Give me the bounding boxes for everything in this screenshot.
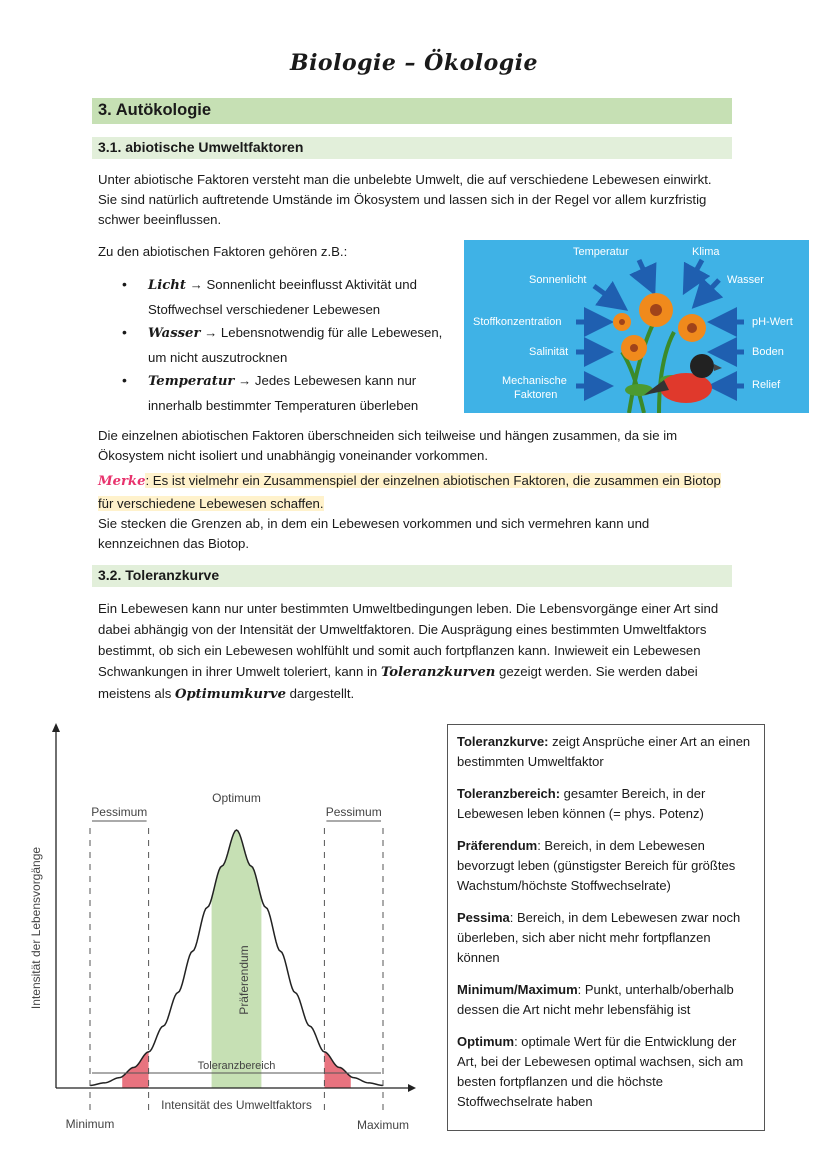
pessimum-left-area — [122, 1052, 148, 1088]
factor-label-wasser: Wasser — [727, 274, 764, 286]
optimum-label: Optimum — [212, 791, 261, 805]
flower-bird-icon — [613, 293, 722, 413]
bullet-text: → Sonnenlicht beeinflusst Aktivität und Stoffwechsel verschiedener Lebewesen — [148, 277, 417, 317]
bullet-text: → Lebensnotwendig für alle Lebewesen, um nicht auszutrocknen — [148, 325, 443, 365]
x-axis-label: Intensität des Umweltfaktors — [161, 1098, 312, 1112]
definition-term: Pessima — [457, 910, 510, 925]
factor-label-stoffkonzentration: Stoffkonzentration — [473, 316, 562, 328]
factor-label-mechanische: Mechanische — [502, 375, 567, 387]
factor-list — [120, 273, 460, 417]
x-axis-arrow — [408, 1084, 416, 1092]
definition-item — [457, 1032, 755, 1112]
definition-item — [457, 980, 755, 1020]
toleranz-text: gezeigt werden. Sie werden dabei meistens als — [98, 664, 698, 701]
toleranzbereich-label: Toleranzbereich — [197, 1060, 276, 1072]
bullet-term: Licht — [148, 278, 186, 293]
subsection-heading-abiotic: 3.1. abiotische Umweltfaktoren — [92, 137, 732, 159]
bullet-term: Wasser — [148, 326, 201, 341]
toleranz-text: dargestellt. — [286, 686, 355, 701]
bullet-term: Temperatur — [148, 374, 235, 389]
definition-term: Präferendum — [457, 838, 538, 853]
merke-note — [98, 470, 728, 515]
section-heading: 3. Autökologie — [92, 98, 732, 124]
definition-term: Toleranzkurve: — [457, 734, 549, 749]
tolerance-chart-svg — [28, 718, 428, 1138]
toleranz-text: Ein Lebewesen kann nur unter bestimmten Umweltbedingungen leben. Die Lebensvorgänge einer Art sind dabei abhängig von der Intensität der Umweltfaktoren. Die Ausprägung eines bestimmten Umweltfaktors bestimmt, ob sich ein Lebewesen wohlfühlt und somit auch fortpflanzen kann. Inwieweit ein Lebewesen Schwankungen in ihrer Umwelt toleriert, kann in — [98, 601, 719, 679]
y-axis-arrow — [52, 723, 60, 732]
intro-paragraph: Unter abiotische Faktoren versteht man die unbelebte Umwelt, die auf verschiedene Lebewesen einwirkt. Sie sind natürlich auftretende Umstände im Ökosystem und lassen sich in der Regel vor allem kurzfristig schwer beeinflussen. — [98, 172, 712, 227]
factor-label-relief: Relief — [752, 379, 781, 391]
definition-item — [457, 732, 755, 772]
definition-text: : Punkt, unterhalb/oberhalb dessen die Art nicht mehr lebensfähig ist — [457, 982, 734, 1017]
definitions-box — [447, 724, 765, 1131]
abiotic-factors-illustration — [464, 240, 809, 413]
merke-label: Merke — [98, 474, 146, 489]
definition-text: zeigt Ansprüche einer Art an einen bestimmten Umweltfaktor — [457, 734, 751, 769]
list-item: • Wasser → Lebensnotwendig für alle Lebewesen, um nicht auszutrocknen — [122, 324, 443, 365]
pessimum-left-label: Pessimum — [91, 805, 148, 819]
definition-text: : Bereich, in dem Lebewesen bevorzugt leben (günstigster Bereich für größtes Wachstum/höchste Stoffwechselrate) — [457, 838, 736, 893]
toleranz-term: Toleranzkurven — [380, 665, 496, 680]
page-title: Biologie – Ökologie — [289, 50, 539, 76]
definition-text: : Bereich, in dem Lebewesen zwar noch überleben, sich aber nicht mehr fortpflanzen können — [457, 910, 741, 965]
list-intro: Zu den abiotischen Faktoren gehören z.B.: — [98, 244, 348, 259]
list-item: • Licht → Sonnenlicht beeinflusst Aktivität und Stoffwechsel verschiedener Lebewesen — [122, 276, 417, 317]
minimum-label: Minimum — [65, 1117, 115, 1131]
definition-term: Toleranzbereich: — [457, 786, 561, 801]
definition-item — [457, 908, 755, 968]
definition-text: gesamter Bereich, in der Lebewesen leben können (= phys. Potenz) — [457, 786, 706, 821]
factor-label-ph: pH-Wert — [752, 316, 793, 328]
praeferendum-label: Präferendum — [237, 945, 251, 1015]
definition-item — [457, 784, 755, 824]
definition-text: : optimale Wert für die Entwicklung der Art, bei der Lebewesen optimal wachsen, sich am besten fortpflanzen und die höchste Stoffwechselrate haben — [457, 1034, 744, 1109]
y-axis-label: Intensität der Lebensvorgänge — [29, 846, 43, 1010]
pessimum-right-label: Pessimum — [325, 805, 382, 819]
list-item: • Temperatur → Jedes Lebewesen kann nur innerhalb bestimmter Temperaturen überleben — [122, 372, 419, 413]
toleranz-paragraph — [98, 598, 728, 705]
optimum-term: Optimumkurve — [174, 687, 287, 702]
subsection-heading-toleranzkurve: 3.2. Toleranzkurve — [92, 565, 732, 587]
definition-term: Optimum — [457, 1034, 515, 1049]
merke-text: : Es ist vielmehr ein Zusammenspiel der einzelnen abiotischen Faktoren, die zusammen ein Biotop für verschiedene Lebewesen schaffen. — [98, 473, 721, 511]
factor-label-faktoren: Faktoren — [514, 389, 558, 401]
overlap-paragraph: Die einzelnen abiotischen Faktoren überschneiden sich teilweise und hängen zusammen, da sie im Ökosystem nicht isoliert und unabhängig voneinander vorkommen. — [98, 428, 678, 463]
factor-label-sonnenlicht: Sonnenlicht — [529, 274, 587, 286]
pessimum-right-area — [324, 1052, 350, 1088]
factor-label-boden: Boden — [752, 346, 784, 358]
tolerance-chart — [28, 718, 428, 1138]
definition-term: Minimum/Maximum — [457, 982, 578, 997]
grenzen-paragraph: Sie stecken die Grenzen ab, in dem ein Lebewesen vorkommen und sich vermehren kann und kennzeichnen das Biotop. — [98, 516, 650, 551]
definition-item — [457, 836, 755, 896]
maximum-label: Maximum — [356, 1118, 410, 1132]
factor-label-temperatur: Temperatur — [573, 246, 629, 258]
factor-label-salinitaet: Salinität — [529, 346, 569, 358]
bullet-text: → Jedes Lebewesen kann nur innerhalb bestimmter Temperaturen überleben — [148, 373, 419, 413]
factor-label-klima: Klima — [692, 246, 720, 258]
